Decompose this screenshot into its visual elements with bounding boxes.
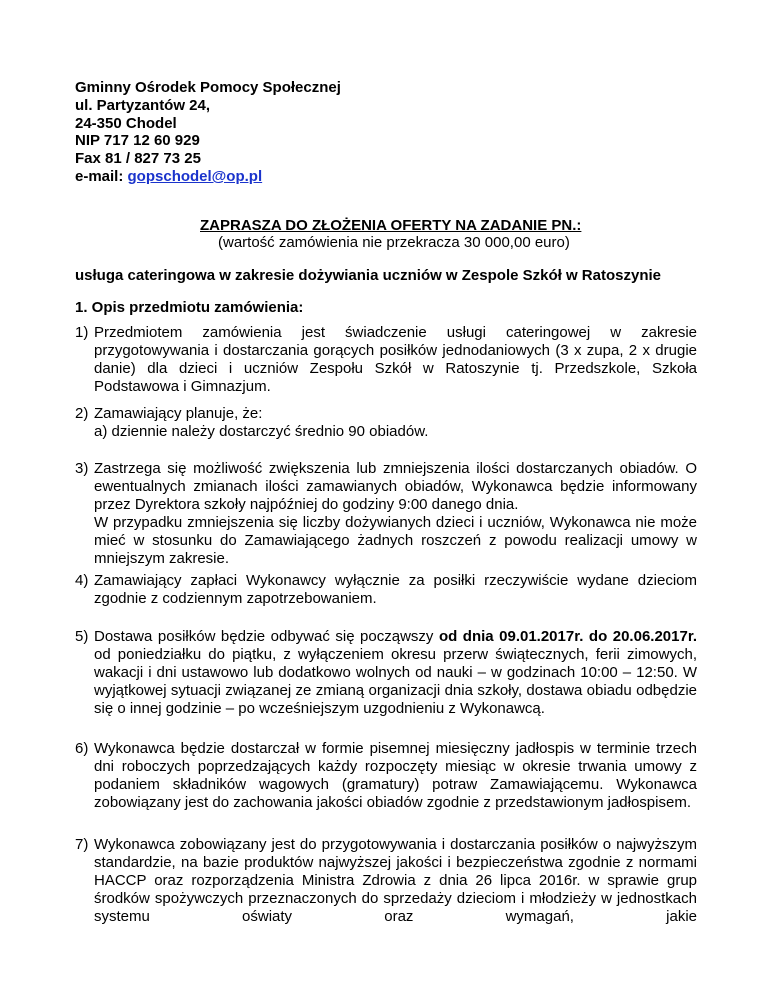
org-name: Gminny Ośrodek Pomocy Społecznej [75,79,341,96]
list-item-5 [75,628,697,718]
list-item-4 [75,572,697,608]
item-subpoint: a) dziennie należy dostarczyć średnio 90 obiadów. [94,423,429,440]
item-number: 4) [75,572,89,589]
item-text: Zamawiający planuje, że: [94,405,263,422]
list-item-2 [75,405,697,441]
street-address: ul. Partyzantów 24, [75,96,211,114]
list-item-7 [75,836,697,926]
fax-number: Fax 81 / 827 73 25 [75,150,201,168]
item-number: 5) [75,628,89,645]
item-number: 7) [75,836,89,853]
list-item-6 [75,740,697,812]
item-number: 1) [75,324,89,341]
item-text: Wykonawca zobowiązany jest do przygotowywania i dostarczania posiłków o najwyższym standardzie, na bazie produktów najwyższej jakości i bezpieczeństwa zgodnie z normami HACCP oraz rozporządzenia Ministra Zdrowia z dnia 26 lipca 2016r. w sprawie grup środków spożywczych przeznaczonych do sprzedaży dzieciom i młodzieży w jednostkach systemu oświaty oraz wymagań, jakie [94,836,697,925]
email-link[interactable]: gopschodel@op.pl [127,167,263,185]
item-number: 3) [75,460,89,477]
item-text: Wykonawca będzie dostarczał w formie pisemnej miesięczny jadłospis w terminie trzech dni roboczych poprzedzających każdy rozpoczęty miesiąc w okresie trwania umowy z podaniem składników wagowych (gramatury) potraw Zamawiającemu. Wykonawca zobowiązany jest do zachowania jakości obiadów zgodnie z przedstawionym jadłospisem. [94,740,697,811]
email-label: e-mail: [75,167,128,185]
item-text [94,628,697,718]
item-number: 6) [75,740,89,757]
list-item-1 [75,324,697,396]
delivery-date-range: od dnia 09.01.2017r. do 20.06.2017r. [438,628,697,645]
list-item-3 [75,460,697,568]
section-heading: 1. Opis przedmiotu zamówienia: [75,299,304,316]
postal-address: 24-350 Chodel [75,114,177,132]
item-number: 2) [75,405,89,422]
item-text: Przedmiotem zamówienia jest świadczenie usługi cateringowej w zakresie przygotowywania i dostarczania gorących posiłków jednodaniowych (3 x zupa, 2 x drugie danie) dla dzieci i uczniów Zespołu Szkół w Ratoszynie tj. Przedszkole, Szkoła Podstawowa i Gimnazjum. [94,324,697,395]
item-text: Zamawiający zapłaci Wykonawcy wyłącznie za posiłki rzeczywiście wydane dzieciom zgodnie z codziennym zapotrzebowaniem. [94,572,697,607]
tender-subject: usługa cateringowa w zakresie dożywiania uczniów w Zespole Szkół w Ratoszynie [75,267,661,284]
item-text: Zastrzega się możliwość zwiększenia lub zmniejszenia ilości dostarczanych obiadów. O ewentualnych zmianach ilości zamawianych obiadów, Wykonawca będzie informowany przez Dyrektora szkoły najpóźniej do godziny 9:00 danego dnia. [94,460,697,513]
invitation-title: ZAPRASZA DO ZŁOŻENIA OFERTY NA ZADANIE PN.: [200,217,582,234]
sender-address-block [75,79,341,186]
item-text-continued: W przypadku zmniejszenia się liczby dożywianych dzieci i uczniów, Wykonawca nie może mieć w stosunku do Zamawiającego żadnych roszczeń z powodu realizacji umowy w mniejszym zakresie. [94,514,697,567]
email-line [75,168,341,186]
nip-number: NIP 717 12 60 929 [75,132,200,150]
item-text-part: Dostawa posiłków będzie odbywać się począwszy [94,628,439,645]
item-text-part: od poniedziałku do piątku, z wyłączeniem okresu przerw świątecznych, ferii zimowych, wakacji i dni ustawowo lub dodatkowo wolnych od nauki – w godzinach 10:00 – 12:50. W wyjątkowej sytuacji związanej ze zmianą organizacji dnia szkoły, dostawa obiadu odbędzie się o innej godzinie – po wcześniejszym uzgodnieniu z Wykonawcą. [94,646,697,717]
invitation-subtitle: (wartość zamówienia nie przekracza 30 000,00 euro) [218,234,570,251]
